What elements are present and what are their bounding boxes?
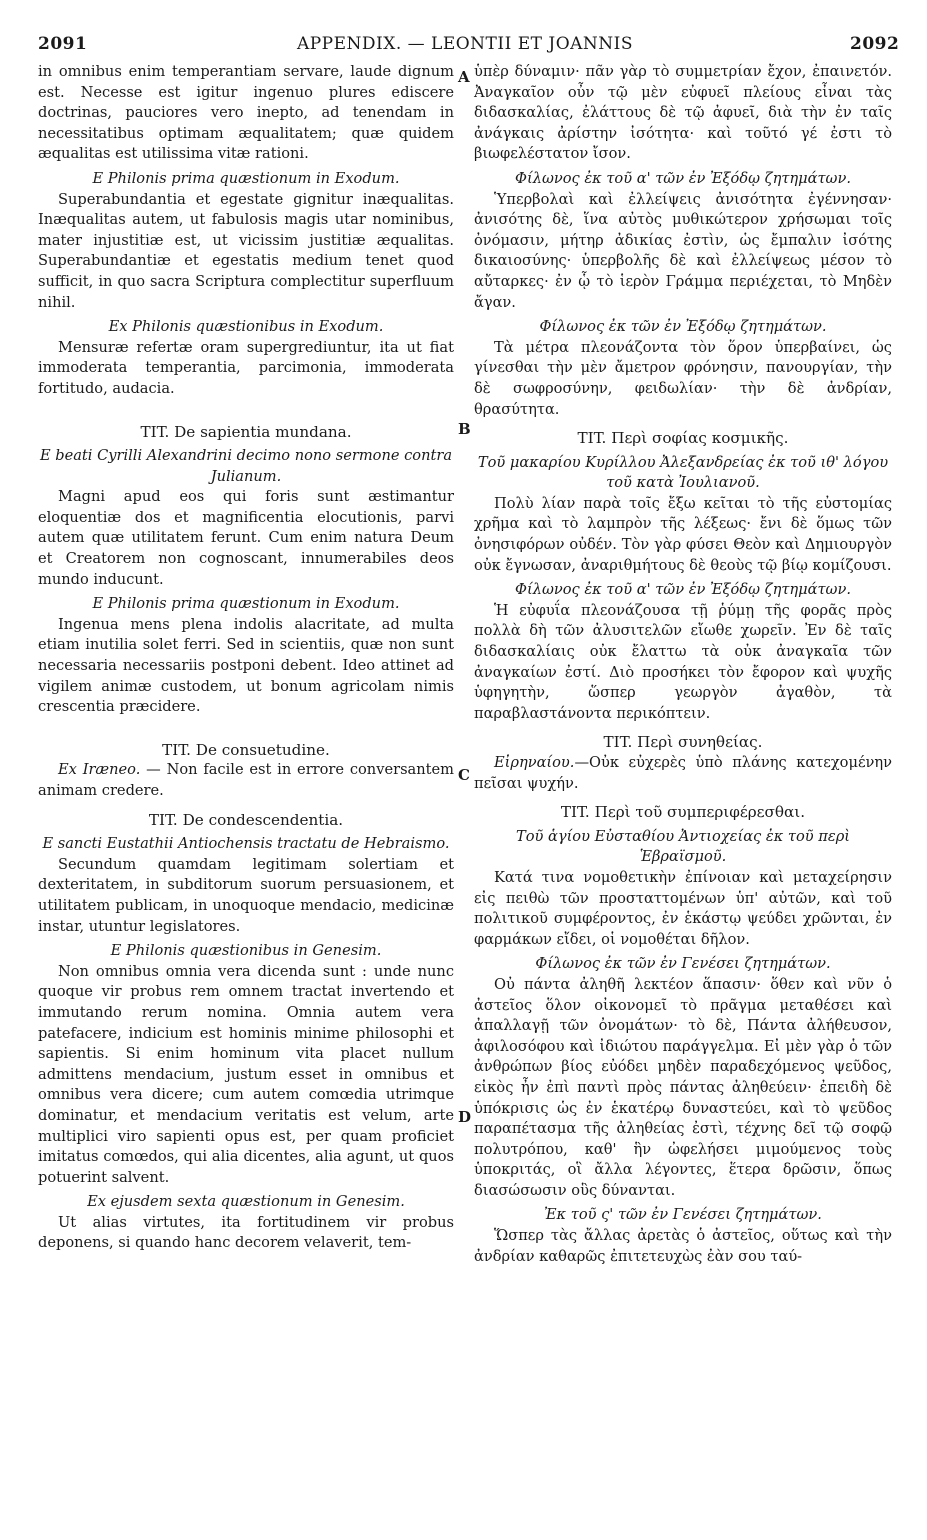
paragraph: Ὑπερβολαὶ καὶ ἐλλείψεις ἀνισότητα ἐγέννησαν· ἀνισότης δὲ, ἵνα αὐτὸς μυθικώτερον χρήσωμαι τοῖς ὀνόμασιν, μήτηρ ἀδικίας ἐστὶν, ὡς ἔμπαλιν ἰσότης δικαιοσύνης· ὑπερβολῆς δὲ καὶ ἐλλείψεως μέσον τὸ αὔταρκες· ἐν ᾧ τὸ ἱερὸν Γράμμα περιέχεται, τὸ Μηδὲν ἄγαν. xyxy=(474,190,892,311)
source-heading: E Philonis quæstionibus in Genesim. xyxy=(110,942,382,960)
margin-letter-a: A xyxy=(458,68,470,86)
source-heading: E Philonis prima quæstionum in Exodum. xyxy=(92,595,400,613)
paragraph: Ὥσπερ τὰς ἄλλας ἀρετὰς ὁ ἀστεῖος, οὕτως καὶ τὴν ἀνδρίαν καθαρῶς ἐπιτετευχὼς ἐὰν σου ταύ- xyxy=(474,1227,892,1265)
section-title: TIT. De consuetudine. xyxy=(162,740,330,759)
source-heading: Φίλωνος ἐκ τῶν ἐν Γενέσει ζητημάτων. xyxy=(535,955,831,973)
section-title: TIT. De condescendentia. xyxy=(148,810,344,829)
paragraph: Ut alias virtutes, ita fortitudinem vir probus deponens, si quando hanc decorem velaverit, tem- xyxy=(38,1213,454,1252)
paragraph xyxy=(38,760,454,801)
greek-column xyxy=(474,62,892,1267)
source-heading: Ex Philonis quæstionibus in Exodum. xyxy=(108,318,384,336)
source-heading: Τοῦ μακαρίου Κυρίλλου Ἀλεξανδρείας ἐκ τοῦ ιθ' λόγου τοῦ κατὰ Ἰουλιανοῦ. xyxy=(477,453,889,492)
paragraph: Secundum quamdam legitimam solertiam et dexteritatem, in subditorum suorum persuasionem, et utilitatem publicam, in unoquoque mendacio, medicinæ instar, utuntur legislatores. xyxy=(38,855,454,935)
paragraph: ὑπὲρ δύναμιν· πᾶν γὰρ τὸ συμμετρίαν ἔχον, ἐπαινετόν. Ἀναγκαῖον οὖν τῷ μὲν εὐφυεῖ πλείους εἶναι τὰς διδασκαλίας, ἐλάττους δὲ τῷ ἀφυεῖ, διὰ τὴν ἐν ταῖς ἀνάγκαις ἀρίστην ἰσότητα· καὶ τοῦτό γέ ἐστι τὸ βιωφελέστατον ἴσον. xyxy=(474,63,892,163)
section-title: TIT. Περὶ σοφίας κοσμικῆς. xyxy=(577,429,789,448)
source-heading: Φίλωνος ἐκ τῶν ἐν Ἐξόδῳ ζητημάτων. xyxy=(539,318,827,336)
source-heading: Ex ejusdem sexta quæstionum in Genesim. xyxy=(87,1193,405,1211)
paragraph: Τὰ μέτρα πλεονάζοντα τὸν ὅρον ὑπερβαίνει, ὡς γίνεσθαι τὴν μὲν ἄμετρον φρόνησιν, πανουργίαν, τὴν δὲ σωφροσύνην, φειδωλίαν· τὴν δὲ ἀνδρίαν, θρασύτητα. xyxy=(474,338,892,418)
paragraph: Κατά τινα νομοθετικὴν ἐπίνοιαν καὶ μεταχείρησιν εἰς πειθὼ τῶν προσταττομένων ὑπ' αὐτῶν, καὶ τοῦ πολιτικοῦ συμφέροντος, ἐν ἑκάστῳ ψεύδει χρῶνται, ἐν φαρμάκων εἴδει, οἱ νομοθέται δῆλον. xyxy=(474,868,892,948)
source-heading: E sancti Eustathii Antiochensis tractatu de Hebraismo. xyxy=(42,835,450,853)
source-heading: Ἐκ τοῦ ς' τῶν ἐν Γενέσει ζητημάτων. xyxy=(544,1206,822,1224)
running-head: APPENDIX. — LEONTII ET JOANNIS xyxy=(296,34,634,54)
paragraph: Οὐ πάντα ἀληθῆ λεκτέον ἅπασιν· ὅθεν καὶ νῦν ὁ ἀστεῖος ὅλον οἰκονομεῖ τὸ πρᾶγμα μεταθέσει καὶ ἀπαλλαγῇ τῶν ὀνομάτων· τὸ δὲ, Πάντα ἀλήθευσον, ἀφιλοσόφου καὶ ἰδιώτου παράγγελμα. Εἰ μὲν γὰρ ὁ τῶν ἀνθρώπων βίος εὐόδει μηδὲν παραδεχόμενος ψεῦδος, εἰκὸς ἦν ἐπὶ παντὶ πρὸς πάντας ἀληθεύειν· ἐπειδὴ δὲ ὑπόκρισις ὡς ἐν ἑκατέρῳ δυναστεύει, καὶ τὸ ψεῦδος παραπέτασμα τῆς ἀληθείας ἐστὶ, τέχνης δεῖ τῷ σοφῷ πολυτρόπου, καθ' ἣν ὠφελήσει μιμούμενος τοὺς ὑποκριτάς, οἳ ἄλλα λέγοντες, ἕτερα δρῶσιν, ὅπως διασώσωσιν οὓς δύνανται. xyxy=(474,975,892,1199)
page-header xyxy=(0,34,927,58)
margin-letter-d: D xyxy=(458,1108,472,1126)
page-number-left: 2091 xyxy=(38,34,88,54)
source-heading: Φίλωνος ἐκ τοῦ α' τῶν ἐν Ἐξόδῳ ζητημάτων. xyxy=(515,169,851,187)
paragraph xyxy=(474,753,892,794)
paragraph: Πολὺ λίαν παρὰ τοῖς ἔξω κεῖται τὸ τῆς εὐστομίας χρῆμα καὶ τὸ λαμπρὸν τῆς λέξεως· ἔνι δὲ ὅμως τῶν ὀνησιφόρων οὐδέν. Τὸν γὰρ φύσει Θεὸν καὶ Δημιουργὸν οὐκ ἔγνωσαν, ἀναριθμήτους δὲ θεοὺς τῷ βίῳ κομίζουσι. xyxy=(474,494,892,574)
source-heading: E Philonis prima quæstionum in Exodum. xyxy=(92,169,400,187)
paragraph-text: —Οὐκ εὐχερὲς ὑπὸ πλάνης κατεχομένην πεῖσαι ψυχήν. xyxy=(474,754,892,792)
source-heading: Φίλωνος ἐκ τοῦ α' τῶν ἐν Ἐξόδῳ ζητημάτων. xyxy=(515,581,851,599)
source-attribution: Ex Iræneo. xyxy=(58,761,141,779)
section-title: TIT. Περὶ τοῦ συμπεριφέρεσθαι. xyxy=(560,803,806,822)
paragraph: Superabundantia et egestate gignitur inæqualitas. Inæqualitas autem, ut fabulosis magis utar nominibus, mater injustitiæ est, ut vicissim justitiæ æqualitas. Superabundantiæ et egestatis medium tenet quod sufficit, in quo sacra Scriptura complectitur superfluum nihil. xyxy=(38,190,454,311)
latin-column xyxy=(38,62,454,1254)
paragraph: Magni apud eos qui foris sunt æstimantur eloquentiæ dos et magnificentia elocutionis, parvi autem quæ utilitatem ferunt. Cum enim natura Deum et Creatorem non cognoscant, innumerabiles deos mundo inducunt. xyxy=(38,488,454,588)
paragraph: in omnibus enim temperantiam servare, laude dignum est. Necesse est igitur ingenuo plures ediscere doctrinas, pauciores vero inepto, ad tenendam in necessitatibus optimam æqualitatem; quæ quidem æqualitas est utilissima vitæ rationi. xyxy=(38,63,454,163)
source-heading: Τοῦ ἁγίου Εὐσταθίου Ἀντιοχείας ἐκ τοῦ περὶ Ἑβραϊσμοῦ. xyxy=(515,827,851,866)
margin-letter-c: C xyxy=(458,766,470,784)
margin-letter-b: B xyxy=(458,420,471,438)
page-number-right: 2092 xyxy=(850,34,900,54)
paragraph: Mensuræ refertæ oram supergrediuntur, ita ut fiat immoderata temperantia, parcimonia, immoderata fortitudo, audacia. xyxy=(38,338,454,397)
paragraph-text: — Non facile est in errore conversantem animam credere. xyxy=(38,761,454,799)
source-attribution: Εἰρηναίου. xyxy=(494,754,575,771)
section-title: TIT. Περὶ συνηθείας. xyxy=(603,733,763,752)
paragraph: Ἡ εὐφυΐα πλεονάζουσα τῇ ῥύμῃ τῆς φορᾶς πρὸς πολλὰ δὴ τῶν ἀλυσιτελῶν εἴωθε χωρεῖν. Ἐν δὲ ταῖς διδασκαλίαις οὐκ ἔλαττω τὰ οὐκ ἀναγκαῖα τῶν ἀναγκαίων ἐστί. Διὸ προσήκει τὸν ἔφορον καὶ ψυχῆς ὑφηγητὴν, ὥσπερ γεωργὸν ἀγαθὸν, τὰ παραβλαστάνοντα περικόπτειν. xyxy=(474,601,892,722)
section-title: TIT. De sapientia mundana. xyxy=(140,422,352,441)
paragraph: Non omnibus omnia vera dicenda sunt : unde nunc quoque vir probus rem omnem tractat invertendo et immutando rerum nomina. Omnia autem vera patefacere, indicium est hominis minime philosophi et sapientis. Si enim hominum vita placet nullum admittens mendacium, justum esset in omnibus et omnibus vera dicere; cum autem comœdia utrimque dominatur, et mendacium veritatis est velum, arte multiplici viro sapienti opus est, per quam proficiet imitatus comœdos, qui alia dicentes, alia agunt, ut quos potuerint salvent. xyxy=(38,962,454,1186)
paragraph: Ingenua mens plena indolis alacritate, ad multa etiam inutilia solet ferri. Sed in scientiis, quæ non sunt necessaria necessariis postponi debent. Ideo attinet ad vigilem animæ custodem, ut bonum agricolam nimis crescentia præcidere. xyxy=(38,615,454,716)
source-heading: E beati Cyrilli Alexandrini decimo nono sermone contra Julianum. xyxy=(39,447,453,485)
